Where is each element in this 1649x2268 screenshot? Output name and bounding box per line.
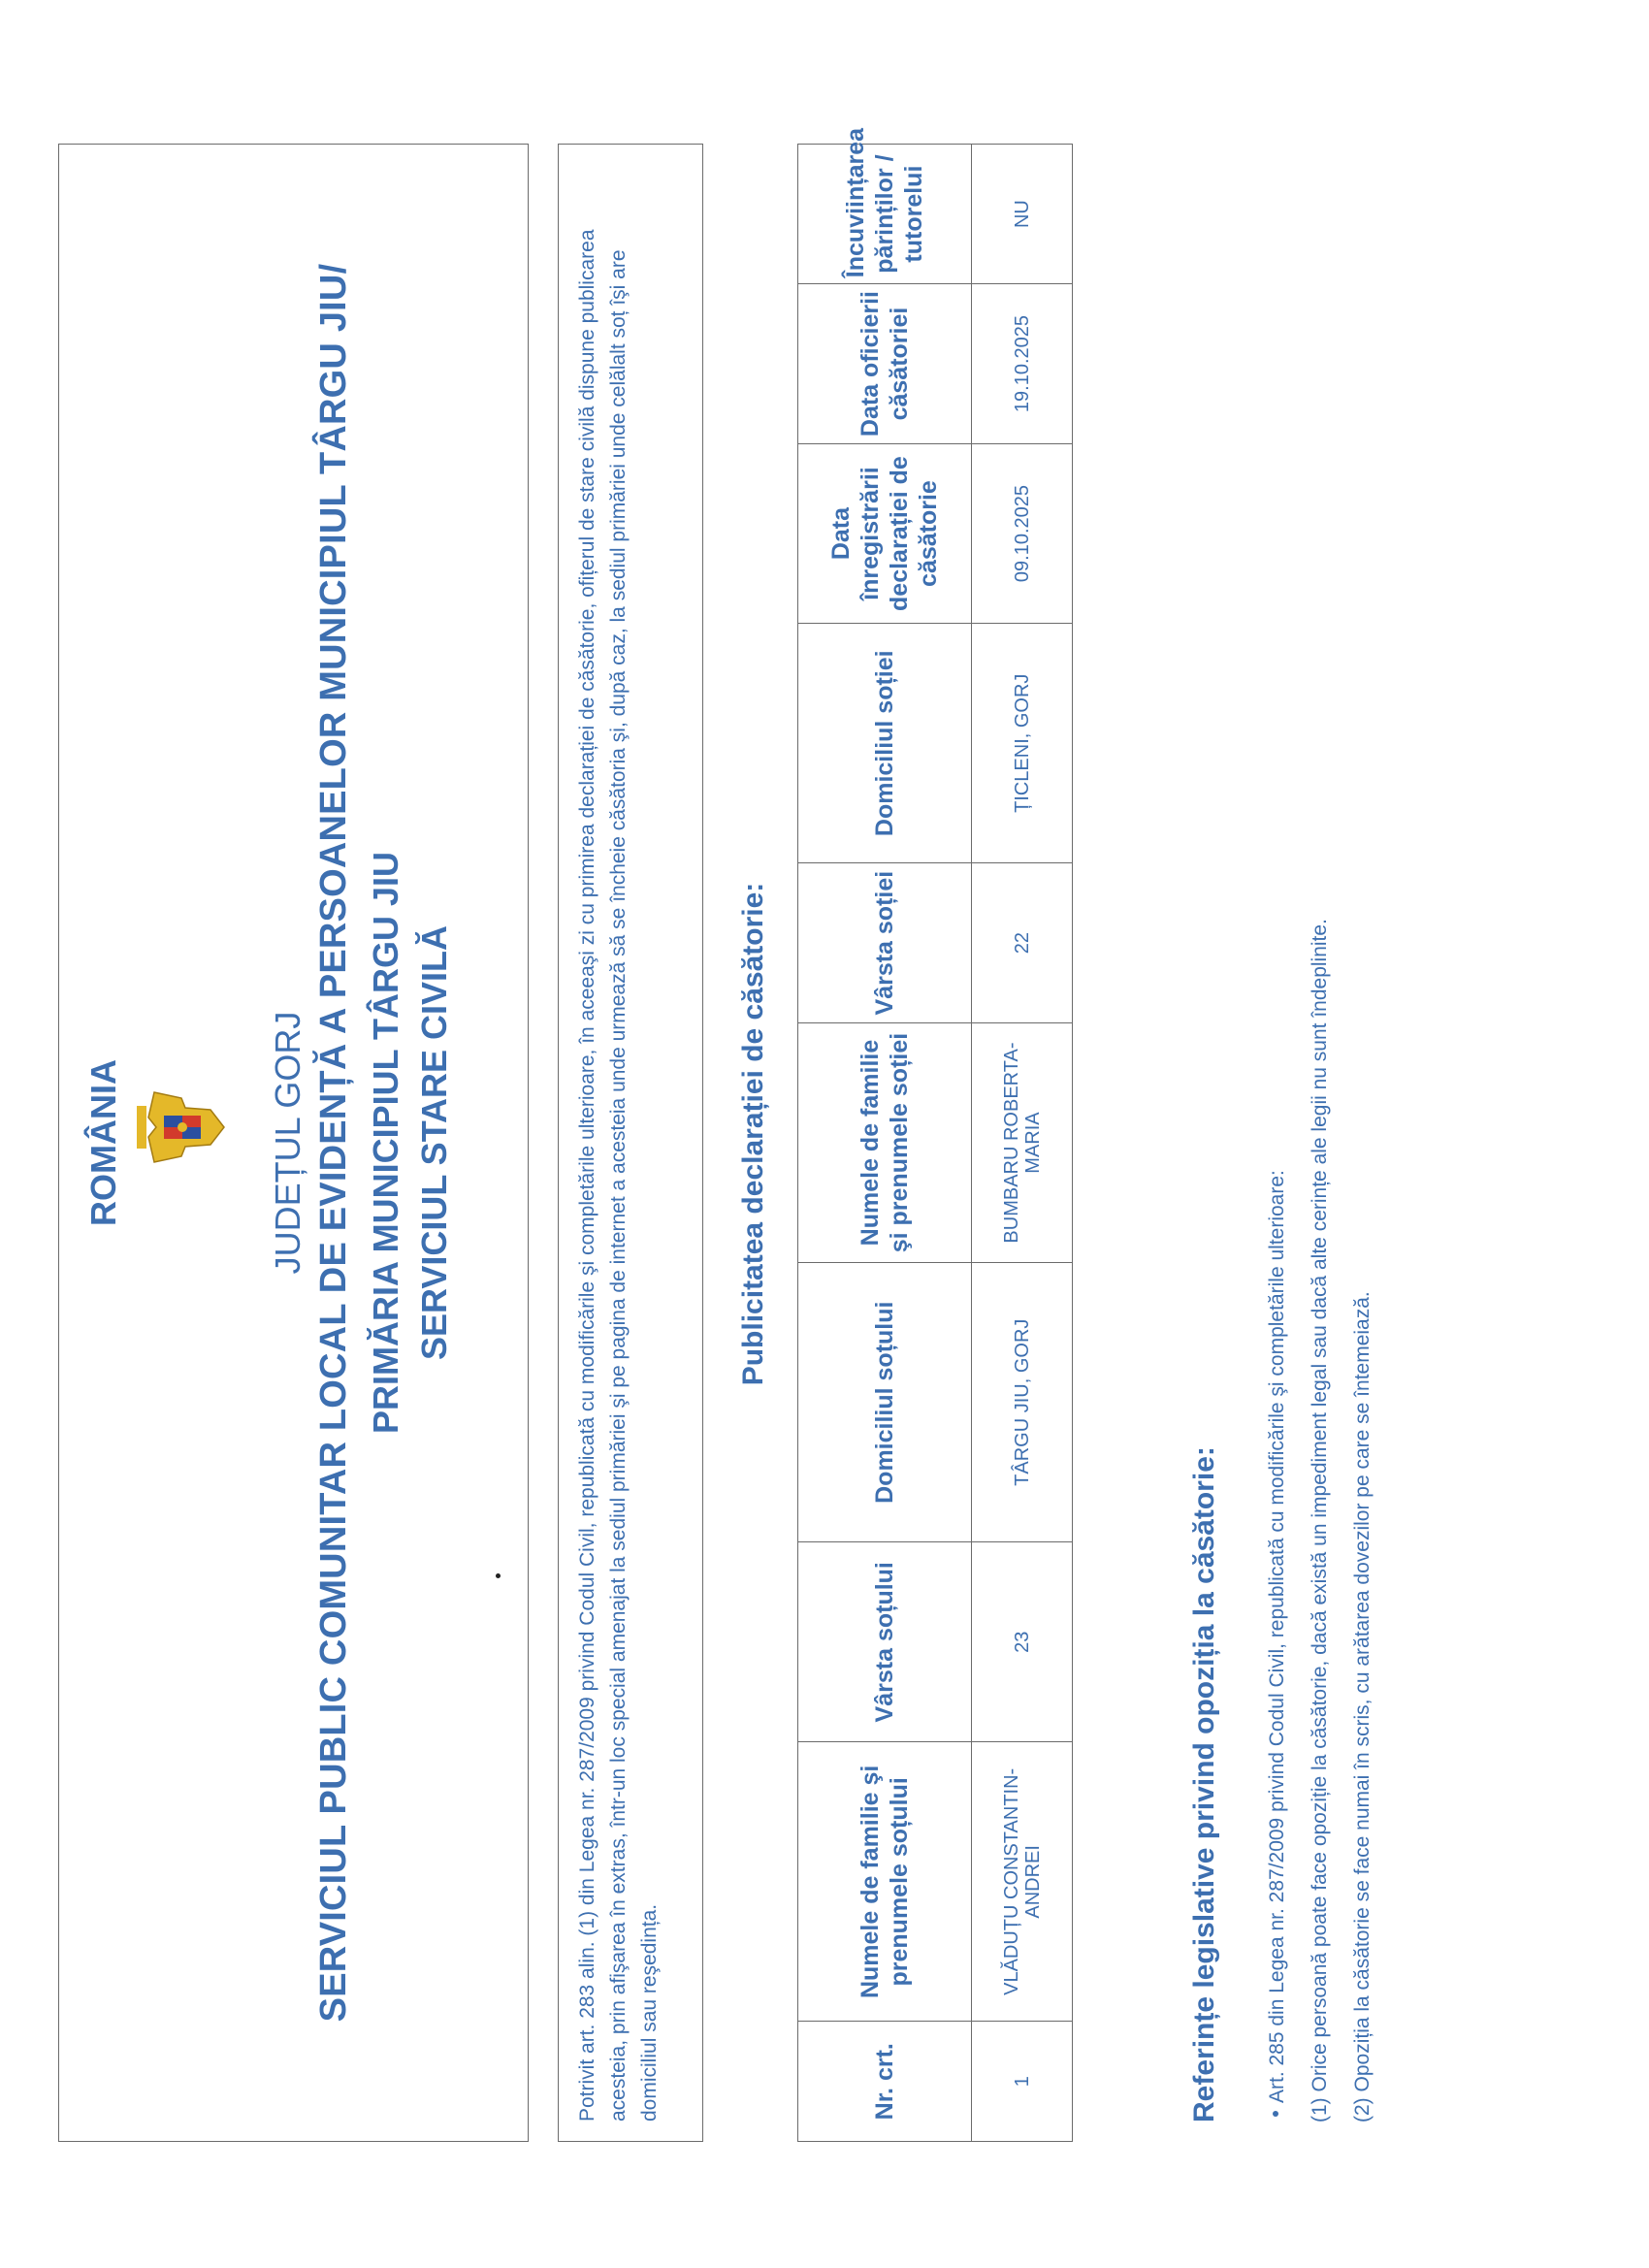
reference-text: Art. 285 din Legea nr. 287/2009 privind Codul Civil, republicată cu modificările şi completările ulterioare: xyxy=(1266,1170,1288,2103)
references-list xyxy=(1256,182,1384,2122)
table-cell: TÂRGU JIU, GORJ xyxy=(972,1263,1073,1542)
reference-text: (2) Opoziția la căsătorie se face numai în scris, cu arătarea dovezilor pe care se întemeiază. xyxy=(1351,1291,1374,2122)
table-cell: VLĂDUȚU CONSTANTIN-ANDREI xyxy=(972,1742,1073,2022)
table-cell: 09.10.2025 xyxy=(972,443,1073,623)
table-cell: 19.10.2025 xyxy=(972,284,1073,444)
column-header: Data înregistrării declarației de căsătorie xyxy=(798,443,972,623)
reference-line xyxy=(1299,182,1342,2122)
municipality-title: PRIMĂRIA MUNICIPIUL TÂRGU JIU xyxy=(366,852,405,1435)
column-header: Domiciliul soției xyxy=(798,624,972,863)
reference-line xyxy=(1342,182,1384,2122)
references-title: Referințe legislative privind opoziția la căsătorie: xyxy=(1188,1446,1220,2122)
table-header-row xyxy=(798,145,972,2142)
column-header: Numele de familie şi prenumele soției xyxy=(798,1023,972,1263)
column-header: Vârsta soției xyxy=(798,863,972,1023)
column-header: Data oficierii căsătoriei xyxy=(798,284,972,444)
table-row xyxy=(972,145,1073,2142)
marriage-declaration-table xyxy=(797,127,1073,2142)
table-cell: ȚICLENI, GORJ xyxy=(972,624,1073,863)
legal-text-box: Potrivit art. 283 alin. (1) din Legea nr. 287/2009 privind Codul Civil, republicată cu modificările şi completările ulterioare, în aceeaşi zi cu primirea declarației de căsătorie, ofițerul de stare civilă dispune publicarea acesteia, prin afişarea în extras, într-un loc special amenajat la sediul primăriei şi pe pagina de internet a acesteia unde urmează să se încheie căsătoria şi, după caz, la sediul primăriei unde celălalt soț îşi are domiciliul sau reşedința. xyxy=(558,144,703,2142)
civil-status-title: SERVICIUL STARE CIVILĂ xyxy=(414,924,454,1361)
column-header: Domiciliul soțului xyxy=(798,1263,972,1542)
romania-coat-of-arms-icon xyxy=(135,1088,227,1166)
table-title: Publicitatea declarației de căsătorie: xyxy=(737,882,769,1386)
county-title: JUDEȚUL GORJ xyxy=(268,1011,307,1275)
table-cell: 23 xyxy=(972,1542,1073,1742)
table-cell: BUMBARU ROBERTA-MARIA xyxy=(972,1023,1073,1263)
column-header: Vârsta soțului xyxy=(798,1542,972,1742)
reference-line xyxy=(1256,182,1299,2122)
service-title: SERVICIUL PUBLIC COMUNITAR LOCAL DE EVIDENȚĂ A PERSOANELOR MUNICIPIUL TÂRGU JIU/ xyxy=(313,263,354,2023)
table-cell: NU xyxy=(972,145,1073,284)
reference-text: (1) Orice persoană poate face opoziție la căsătorie, dacă există un impediment legal sau dacă alte cerințe ale legii nu sunt îndeplinite. xyxy=(1309,919,1331,2122)
country-title: ROMÂNIA xyxy=(83,1059,123,1226)
header-box xyxy=(58,144,529,2142)
column-header: Numele de familie şi prenumele soțului xyxy=(798,1742,972,2022)
table-cell: 1 xyxy=(972,2022,1073,2142)
scan-dot xyxy=(496,1573,501,1578)
column-header: Nr. crt. xyxy=(798,2022,972,2142)
column-header: Încuviințarea părinților / tutorelui xyxy=(798,145,972,284)
bullet-icon xyxy=(1273,2111,1278,2117)
table-cell: 22 xyxy=(972,863,1073,1023)
